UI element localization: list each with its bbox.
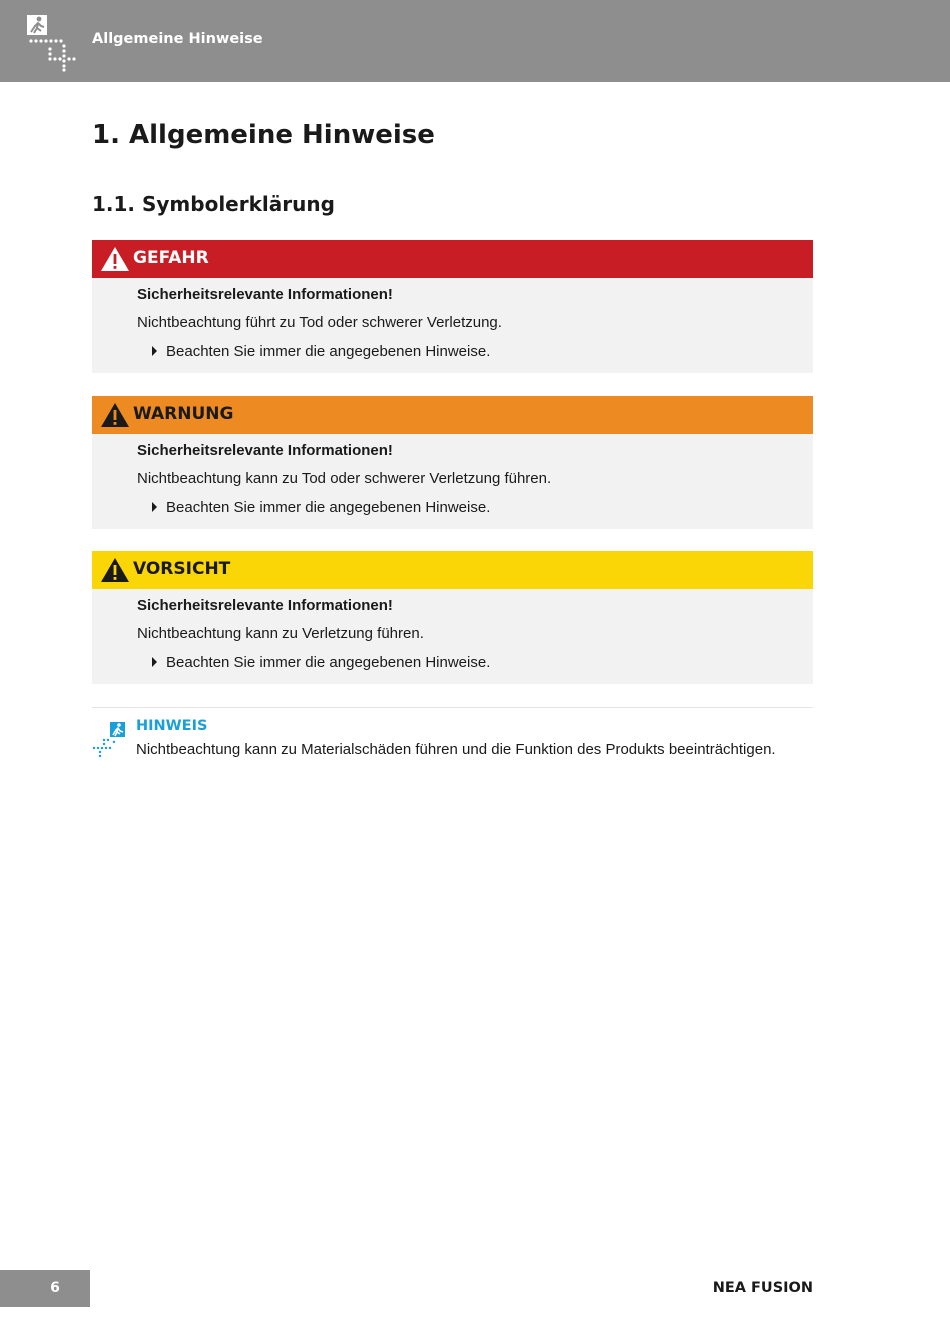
notice-bullet bbox=[152, 654, 490, 671]
hint-text: Nichtbeachtung kann zu Materialschäden führen und die Funktion des Produkts beeinträchtigen. bbox=[136, 741, 776, 758]
notice-vorsicht-bar bbox=[92, 551, 813, 589]
notice-bullet-text: Beachten Sie immer die angegebenen Hinweise. bbox=[166, 499, 491, 516]
notice-vorsicht-label: VORSICHT bbox=[133, 559, 231, 579]
notice-gefahr-label: GEFAHR bbox=[133, 248, 209, 268]
hint-divider bbox=[92, 707, 813, 708]
page-number-box bbox=[0, 1270, 90, 1307]
notice-gefahr-bar bbox=[92, 240, 813, 278]
notice-heading: Sicherheitsrelevante Informationen! bbox=[137, 597, 393, 614]
page-header bbox=[0, 0, 950, 82]
notice-warnung-body bbox=[92, 434, 813, 529]
notice-vorsicht-body bbox=[92, 589, 813, 684]
warning-triangle-icon bbox=[100, 246, 130, 272]
page-title: 1. Allgemeine Hinweise bbox=[92, 120, 435, 150]
notice-text: Nichtbeachtung kann zu Tod oder schwerer Verletzung führen. bbox=[137, 470, 552, 487]
notice-bullet-text: Beachten Sie immer die angegebenen Hinweise. bbox=[166, 343, 491, 360]
notice-warnung-bar bbox=[92, 396, 813, 434]
notice-warnung-label: WARNUNG bbox=[133, 404, 234, 424]
emergency-exit-logo-icon bbox=[26, 14, 80, 72]
notice-gefahr bbox=[92, 240, 813, 373]
bullet-arrow-icon bbox=[152, 502, 157, 512]
footer-product-name: NEA FUSION bbox=[712, 1280, 813, 1296]
notice-vorsicht bbox=[92, 551, 813, 684]
notice-bullet bbox=[152, 343, 490, 360]
bullet-arrow-icon bbox=[152, 346, 157, 356]
section-title: 1.1. Symbolerklärung bbox=[92, 192, 335, 216]
page-number: 6 bbox=[50, 1280, 60, 1296]
notice-bullet bbox=[152, 499, 490, 516]
notice-bullet-text: Beachten Sie immer die angegebenen Hinweise. bbox=[166, 654, 491, 671]
notice-text: Nichtbeachtung kann zu Verletzung führen. bbox=[137, 625, 424, 642]
emergency-exit-hint-icon bbox=[92, 720, 126, 758]
header-title: Allgemeine Hinweise bbox=[92, 31, 263, 47]
hint-title: HINWEIS bbox=[136, 718, 208, 734]
notice-heading: Sicherheitsrelevante Informationen! bbox=[137, 286, 393, 303]
warning-triangle-icon bbox=[100, 557, 130, 583]
notice-text: Nichtbeachtung führt zu Tod oder schwerer Verletzung. bbox=[137, 314, 502, 331]
notice-gefahr-body bbox=[92, 278, 813, 373]
bullet-arrow-icon bbox=[152, 657, 157, 667]
notice-warnung bbox=[92, 396, 813, 529]
warning-triangle-icon bbox=[100, 402, 130, 428]
notice-heading: Sicherheitsrelevante Informationen! bbox=[137, 442, 393, 459]
